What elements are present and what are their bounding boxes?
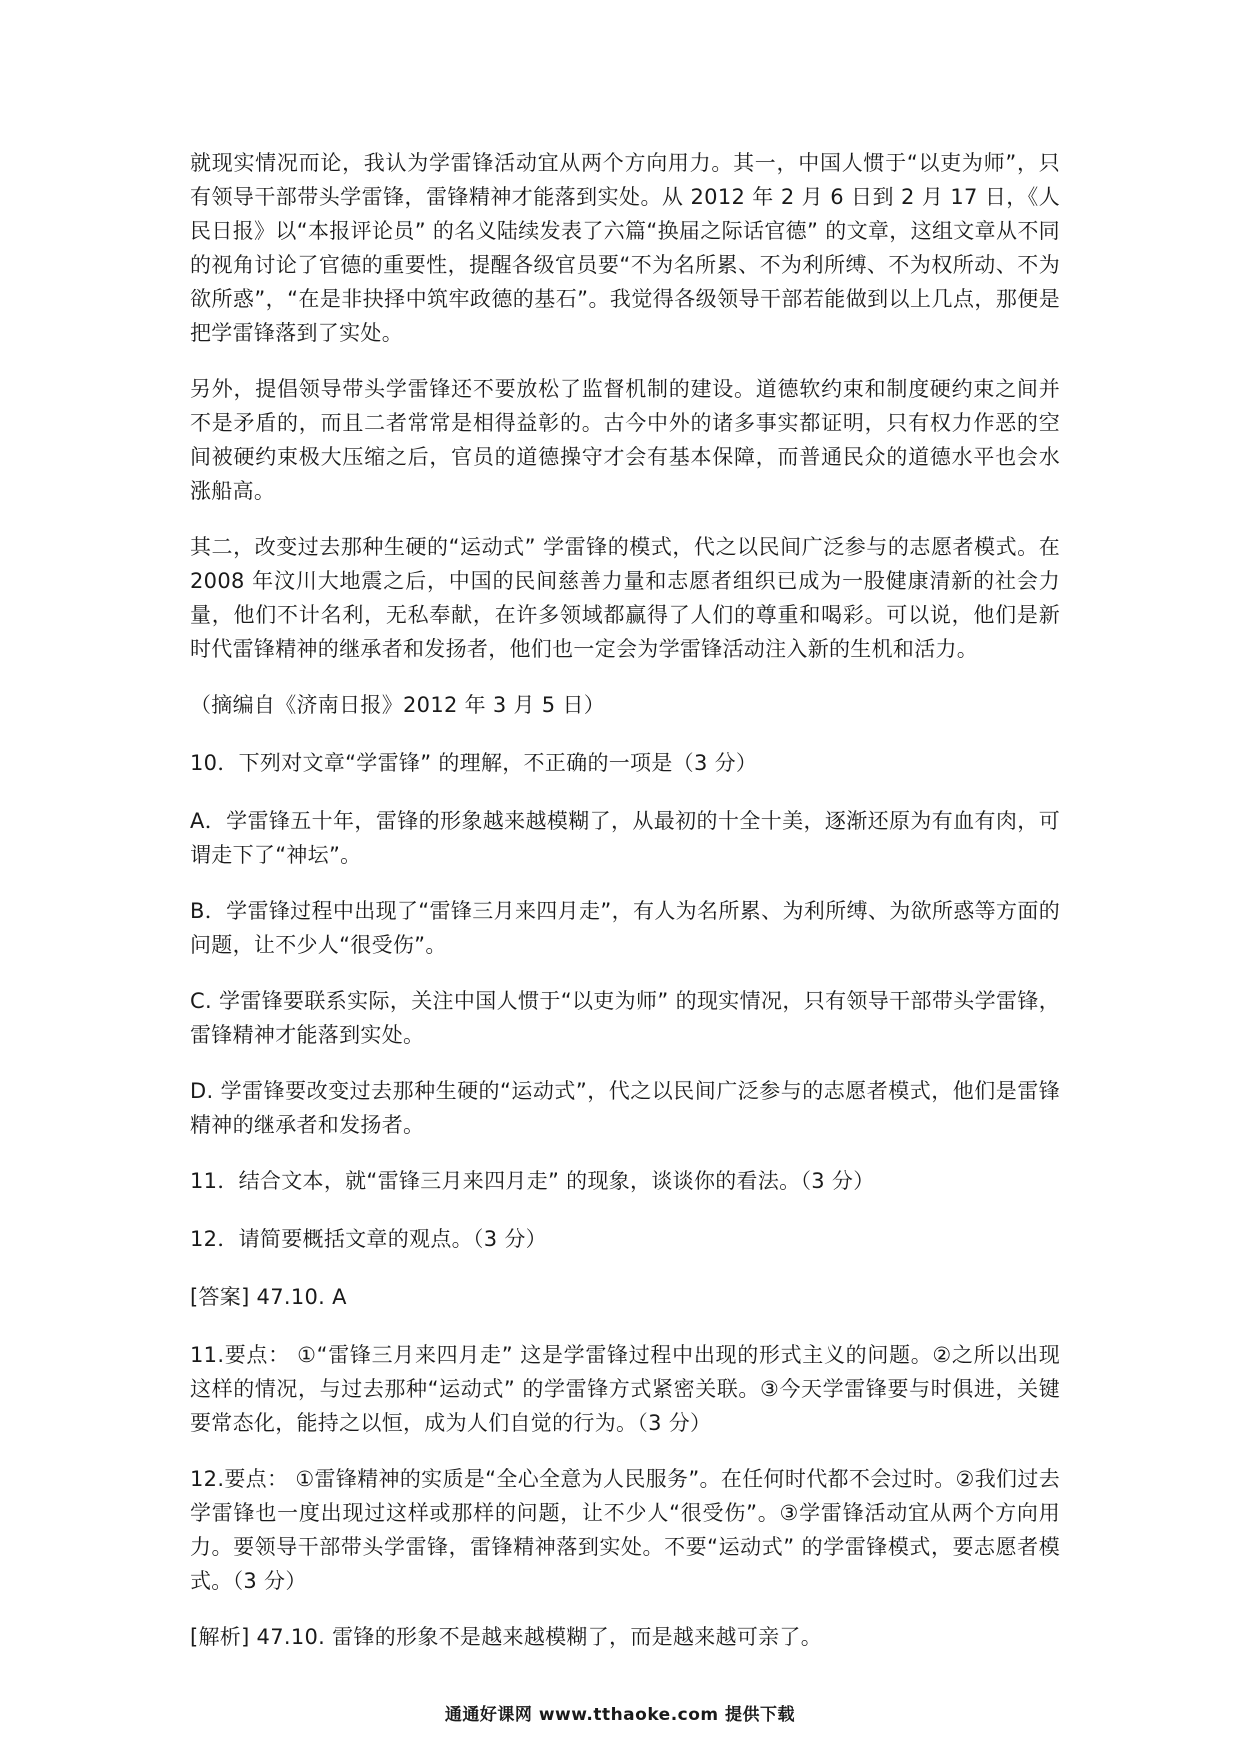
answer-11: 11.要点： ①“雷锋三月来四月走” 这是学雷锋过程中出现的形式主义的问题。②之所以出现这样的情况，与过去那种“运动式” 的学雷锋方式紧密关联。③今天学雷锋要与时俱进，关键要常态化，能持之以恒，成为人们自觉的行为。（3 分） — [190, 1343, 1060, 1435]
answer-12: 12.要点： ①雷锋精神的实质是“全心全意为人民服务”。在任何时代都不会过时。②我们过去学雷锋也一度出现过这样或那样的问题，让不少人“很受伤”。③学雷锋活动宜从两个方向用力。要领导干部带头学雷锋，雷锋精神落到实处。不要“运动式” 的学雷锋模式，要志愿者模式。（3 分） — [190, 1467, 1060, 1593]
option-b: B．学雷锋过程中出现了“雷锋三月来四月走”，有人为名所累、为利所缚、为欲所惑等方面的问题，让不少人“很受伤”。 — [190, 899, 1060, 957]
option-d: D. 学雷锋要改变过去那种生硬的“运动式”，代之以民间广泛参与的志愿者模式，他们是雷锋精神的继承者和发扬者。 — [190, 1079, 1060, 1137]
question-10: 10．下列对文章“学雷锋” 的理解，不正确的一项是（3 分） — [190, 751, 758, 775]
question-11: 11．结合文本，就“雷锋三月来四月走” 的现象，谈谈你的看法。（3 分） — [190, 1169, 875, 1193]
question-12: 12．请简要概括文章的观点。（3 分） — [190, 1227, 547, 1251]
document-body — [190, 146, 1060, 1676]
footer-source: 通通好课网 www.tthaoke.com 提供下载 — [444, 1705, 796, 1725]
answer-header: [答案] 47.10. A — [190, 1285, 347, 1309]
analysis: [解析] 47.10. 雷锋的形象不是越来越模糊了，而是越来越可亲了。 — [190, 1625, 823, 1649]
source-citation: （摘编自《济南日报》2012 年 3 月 5 日） — [190, 693, 606, 717]
option-c: C. 学雷锋要联系实际，关注中国人惯于“以吏为师” 的现实情况，只有领导干部带头学雷锋，雷锋精神才能落到实处。 — [190, 989, 1060, 1047]
paragraph-supervision: 另外，提倡领导带头学雷锋还不要放松了监督机制的建设。道德软约束和制度硬约束之间并不是矛盾的，而且二者常常是相得益彰的。古今中外的诸多事实都证明，只有权力作恶的空间被硬约束极大压缩之后，官员的道德操守才会有基本保障，而普通民众的道德水平也会水涨船高。 — [190, 377, 1060, 503]
paragraph-leadership: 就现实情况而论，我认为学雷锋活动宜从两个方向用力。其一，中国人惯于“以吏为师”，只有领导干部带头学雷锋，雷锋精神才能落到实处。从 2012 年 2 月 6 日到 2 月 17 日，《人民日报》以“本报评论员” 的名义陆续发表了六篇“换届之际话官德” 的文章，这组文章从不同的视角讨论了官德的重要性，提醒各级官员要“不为名所累、不为利所缚、不为权所动、不为欲所惑”，“在是非抉择中筑牢政德的基石”。我觉得各级领导干部若能做到以上几点，那便是把学雷锋落到了实处。 — [190, 151, 1060, 345]
option-a: A．学雷锋五十年，雷锋的形象越来越模糊了，从最初的十全十美，逐渐还原为有血有肉，可谓走下了“神坛”。 — [190, 809, 1060, 867]
paragraph-volunteer-model: 其二，改变过去那种生硬的“运动式” 学雷锋的模式，代之以民间广泛参与的志愿者模式。在 2008 年汶川大地震之后，中国的民间慈善力量和志愿者组织已成为一股健康清新的社会力量，他们不计名利，无私奉献，在许多领域都赢得了人们的尊重和喝彩。可以说，他们是新时代雷锋精神的继承者和发扬者，他们也一定会为学雷锋活动注入新的生机和活力。 — [190, 535, 1060, 661]
